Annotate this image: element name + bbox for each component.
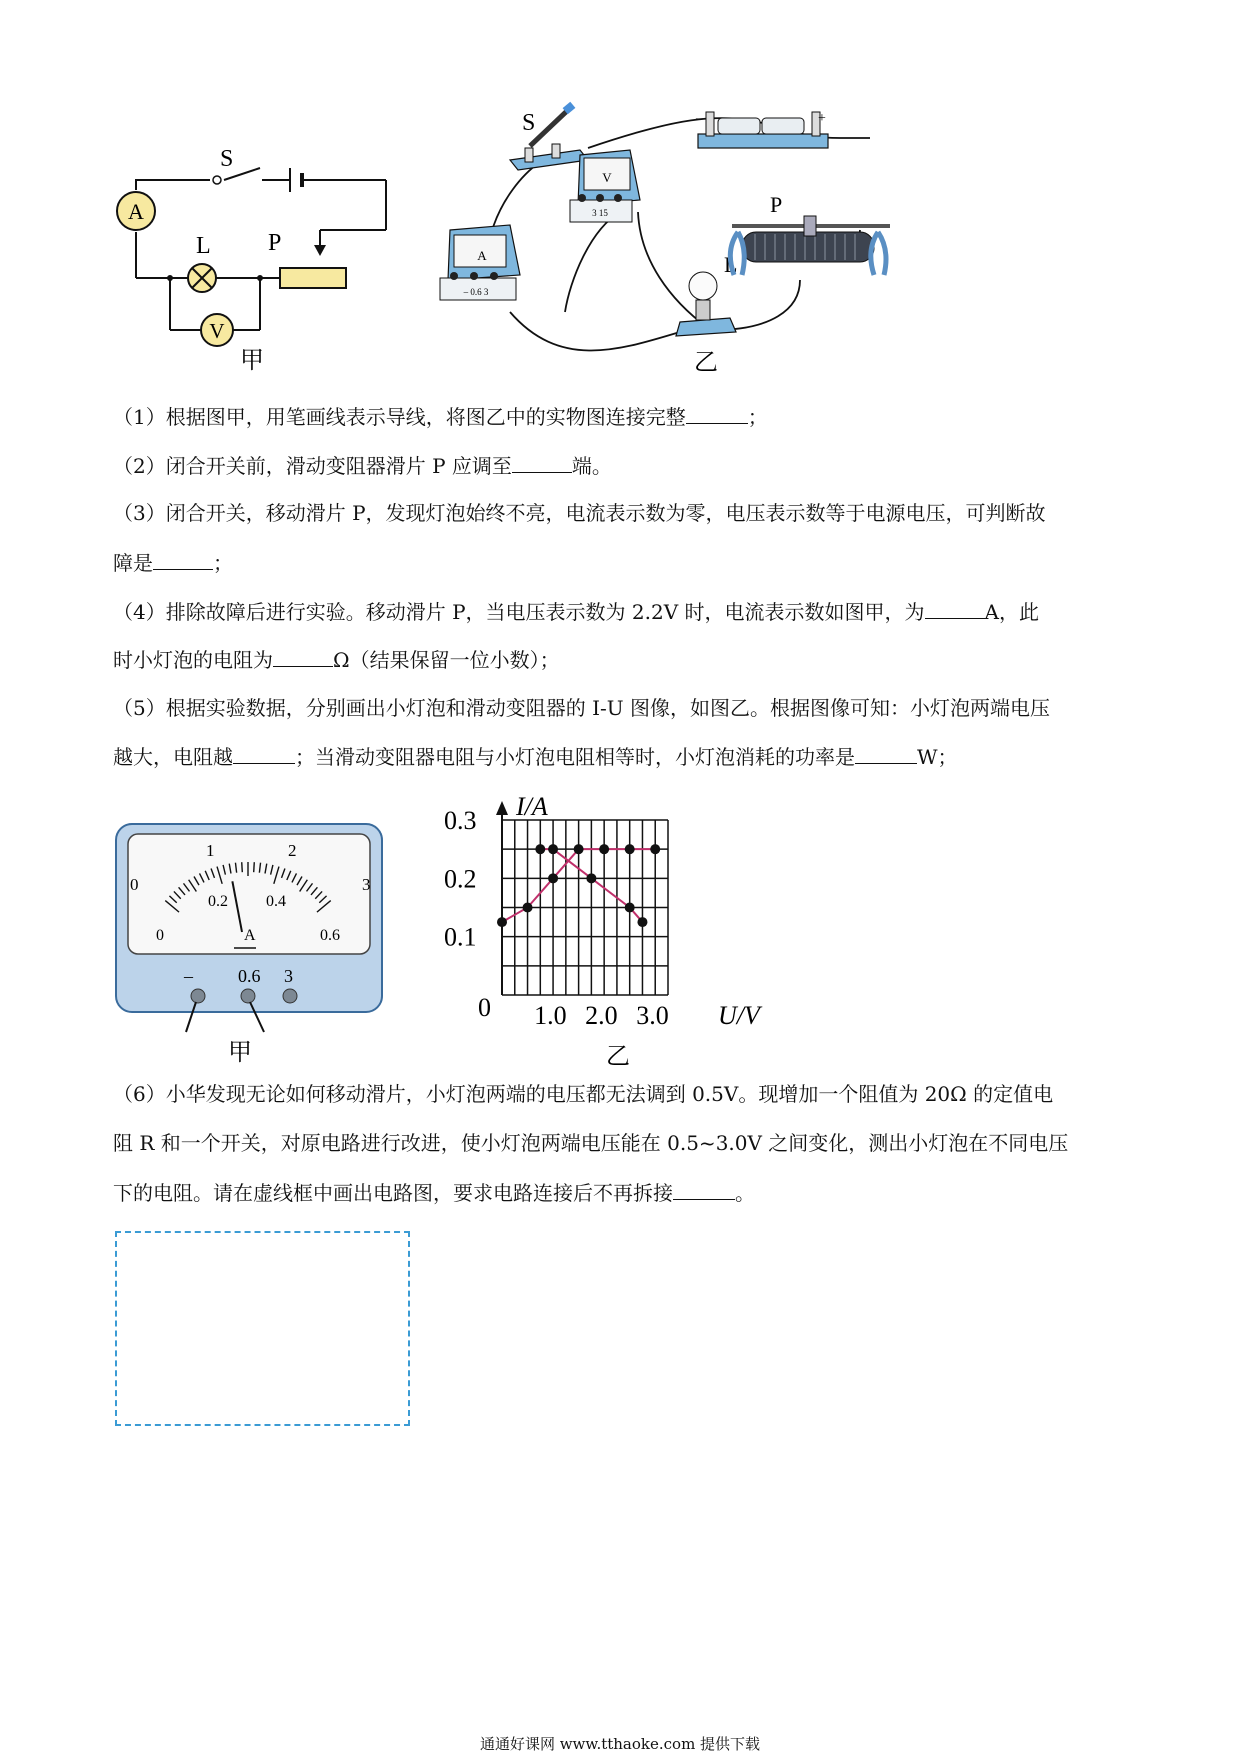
question-1-text: （1）根据图甲，用笔画线表示导线，将图乙中的实物图连接完整 [113,405,686,429]
y-axis-arrow [496,801,508,815]
data-point [535,844,545,854]
data-point [625,903,635,913]
switch-photo-label: S [522,110,536,136]
battery-minus-label: – [696,111,703,126]
voltmeter-label: V [209,319,225,343]
data-point [523,903,533,913]
question-4-text-b: 时小灯泡的电阻为 [113,648,273,672]
question-6-line-3 [113,1181,755,1204]
meter-unit: A [244,927,256,944]
page-footer: 通通好课网 www.tthaoke.com 提供下载 [479,1735,761,1753]
question-3-tail: ； [213,551,233,575]
rheostat-apparatus [730,192,890,275]
data-point [548,844,558,854]
answer-blank-4a[interactable] [925,600,985,619]
terminal-3[interactable] [283,989,297,1003]
question-6-tail: 。 [735,1181,755,1205]
figure-caption-jia: 甲 [240,348,264,374]
ammeter-face-label: A [477,248,487,263]
dial-tick [254,862,255,872]
question-6-line-2: 阻 R 和一个开关，对原电路进行改进，使小灯泡两端电压能在 0.5~3.0V 之间变化，测出小灯泡在不同电压 [113,1131,1069,1155]
figure-caption-yi-top: 乙 [694,350,718,376]
switch-apparatus [510,102,588,170]
question-6-line-1: （6）小华发现无论如何移动滑片，小灯泡两端的电压都无法调到 0.5V。现增加一个阻值为 20Ω 的定值电 [113,1082,1054,1106]
ammeter-label: A [128,199,144,224]
data-point [625,844,635,854]
y-axis-label: I/A [516,792,548,821]
question-5-line-2 [113,745,958,768]
question-2-tail: 端。 [571,454,612,478]
x-tick-label: 3.0 [636,1001,669,1030]
answer-blank-4b[interactable] [273,648,333,667]
question-5-tail: W； [917,745,958,769]
battery-apparatus [695,111,828,148]
data-point [586,873,596,883]
question-5-text: 越大，电阻越 [113,745,233,769]
origin-label: 0 [478,993,491,1022]
terminal-3-label: 3 [284,966,293,986]
question-4-tail-a: A，此 [984,600,1039,624]
x-tick-label: 2.0 [585,1001,618,1030]
circuit-drawing-box[interactable] [115,1231,410,1426]
data-point [650,844,660,854]
terminal-minus-label: – [184,966,193,986]
question-4-text: （4）排除故障后进行实验。移动滑片 P，当电压表示数为 2.2V 时，电流表示数如图甲，为 [113,600,925,624]
y-tick-label: 0.2 [444,864,477,894]
circuit-diagram-jia [110,140,410,380]
rheostat-photo-label: P [770,192,783,217]
y-tick-label: 0.3 [444,806,477,835]
ammeter-terminals-label: – 0.6 3 [463,287,489,297]
data-point [599,844,609,854]
voltmeter-terminals-label: 3 15 [592,208,608,218]
lower-scale-2: 0.4 [266,893,286,910]
question-2-text: （2）闭合开关前，滑动变阻器滑片 P 应调至 [113,454,512,478]
x-tick-label: 1.0 [534,1001,567,1030]
rheostat-symbol [280,268,346,288]
terminal-06[interactable] [241,989,255,1003]
data-point [637,917,647,927]
figure-caption-graph: 乙 [606,1044,630,1070]
data-point [497,917,507,927]
upper-scale-2: 2 [288,841,297,860]
data-point [574,844,584,854]
dial-tick [242,862,243,872]
switch-label: S [220,146,234,172]
y-tick-label: 0.1 [444,922,477,952]
terminal-06-label: 0.6 [238,966,261,986]
lower-scale-0: 0 [156,927,164,944]
question-4-line-2 [113,648,560,671]
voltmeter-apparatus [570,150,640,222]
question-4-tail-b: Ω（结果保留一位小数）； [333,648,560,672]
answer-blank-2[interactable] [512,454,572,473]
answer-blank-6[interactable] [673,1181,735,1200]
ammeter-dial-figure [112,820,392,1070]
upper-scale-1: 1 [206,841,215,860]
question-3-line-1: （3）闭合开关，移动滑片 P，发现灯泡始终不亮，电流表示数为零，电压表示数等于电源电压，可判断故 [113,501,1046,525]
iu-graph [440,780,780,1070]
question-1-tail: ； [747,405,768,429]
answer-blank-3[interactable] [153,551,213,570]
answer-blank-1[interactable] [686,405,748,424]
figure-caption-meter: 甲 [228,1040,252,1066]
lamp-label: L [196,233,211,259]
apparatus-figure-yi [463,100,990,385]
ammeter-apparatus [440,225,520,300]
data-point [548,873,558,883]
question-5-line-1: （5）根据实验数据，分别画出小灯泡和滑动变阻器的 I-U 图像，如图乙。根据图像可知：小灯泡两端电压 [113,696,1050,720]
lamp-photo-label: L [724,252,738,277]
lower-scale-1: 0.2 [208,893,228,910]
voltmeter-face-label: V [602,170,612,185]
terminal-minus[interactable] [191,989,205,1003]
upper-scale-0: 0 [130,875,139,894]
lower-scale-3: 0.6 [320,927,340,944]
question-3-line-2 [113,551,233,574]
upper-scale-3: 3 [362,875,371,894]
answer-blank-5a[interactable] [233,745,295,764]
question-5-mid: ；当滑动变阻器电阻与小灯泡电阻相等时，小灯泡消耗的功率是 [295,745,855,769]
question-1 [113,405,768,428]
question-6-text: 下的电阻。请在虚线框中画出电路图，要求电路连接后不再拆接 [113,1181,673,1205]
slider-label: P [268,230,282,256]
question-2 [113,454,612,477]
lamp-apparatus [676,252,737,336]
answer-blank-5b[interactable] [855,745,917,764]
x-axis-label: U/V [718,1001,760,1030]
question-3-text: 障是 [113,551,153,575]
battery-plus-label: + [818,111,826,126]
question-4-line-1 [113,600,1039,623]
